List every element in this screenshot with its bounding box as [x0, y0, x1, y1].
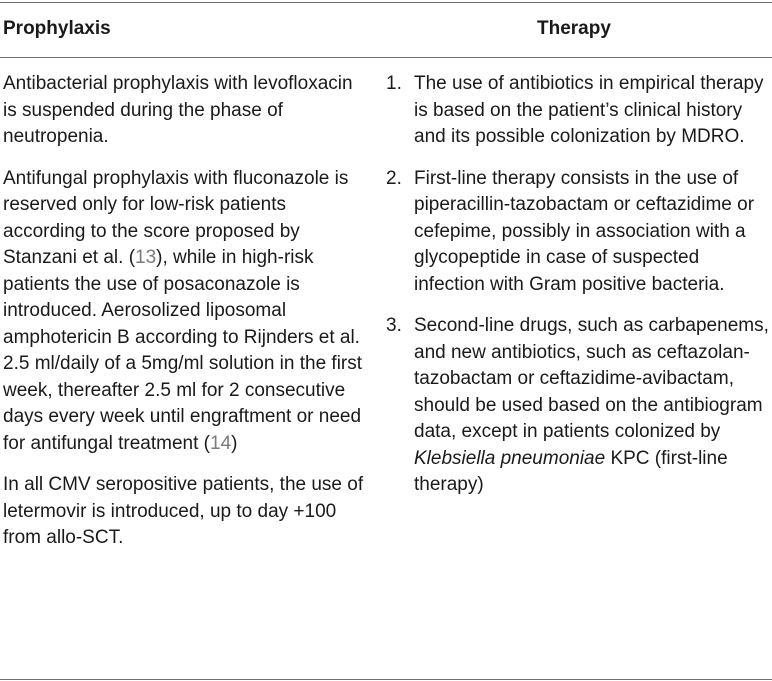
antifungal-text-a: Antifungal prophylaxis with fluconazole is reserved only for low-risk patients according to the score proposed by Stanzani et al. ( [3, 167, 349, 268]
list-number: 1. [386, 73, 402, 94]
antifungal-text-c: ) [231, 432, 238, 454]
list-item-text: The use of antibiotics in empirical therapy is based on the patient’s clinical history and its possible colonization by MDRO. [414, 73, 764, 147]
prophylaxis-paragraph-antifungal [3, 166, 371, 458]
header-rule [0, 57, 772, 58]
prophylaxis-cell [3, 71, 371, 552]
therapy-cell [386, 71, 772, 499]
therapy-list-item [386, 71, 772, 151]
header-prophylaxis: Prophylaxis [3, 18, 111, 39]
reference-link-14[interactable]: 14 [210, 432, 232, 454]
item3-organism-italic: Klebsiella pneumoniae [414, 447, 606, 469]
list-item-text: First-line therapy consists in the use of piperacillin-tazobactam or ceftazidime or cefepime, possibly in association with a glycopeptide in case of suspected infection with Gram positive bacteria. [414, 167, 755, 295]
list-item-text [414, 313, 772, 499]
therapy-list-item [386, 166, 772, 299]
item3-text-a: Second-line drugs, such as carbapenems, and new antibiotics, such as ceftazolan-tazobactam or ceftazidime-avibactam, should be used based on the antibiogram data, except in patients colonized by [414, 315, 769, 442]
item3-text-b: KPC (first-line therapy) [414, 447, 728, 495]
prophylaxis-paragraph-antibacterial: Antibacterial prophylaxis with levofloxacin is suspended during the phase of neutropenia. [3, 73, 353, 147]
therapy-list-item [386, 313, 772, 499]
reference-link-13[interactable]: 13 [135, 247, 157, 268]
bottom-rule [0, 679, 772, 680]
top-rule [0, 2, 772, 3]
list-number: 3. [386, 315, 402, 336]
antifungal-text-b: ), while in high-risk patients the use of posaconazole is introduced. Aerosolized liposomal amphotericin B according to Rijnders et al. 2.5 ml/daily of a 5mg/ml solution in the first week, thereafter 2.5 ml for 2 consecutive days every week until engraftment or need for antifungal treatment ( [3, 247, 363, 454]
prophylaxis-paragraph-cmv: In all CMV seropositive patients, the use of letermovir is introduced, up to day +100 from allo-SCT. [3, 474, 364, 548]
header-therapy: Therapy [537, 18, 611, 39]
list-number: 2. [386, 167, 402, 189]
